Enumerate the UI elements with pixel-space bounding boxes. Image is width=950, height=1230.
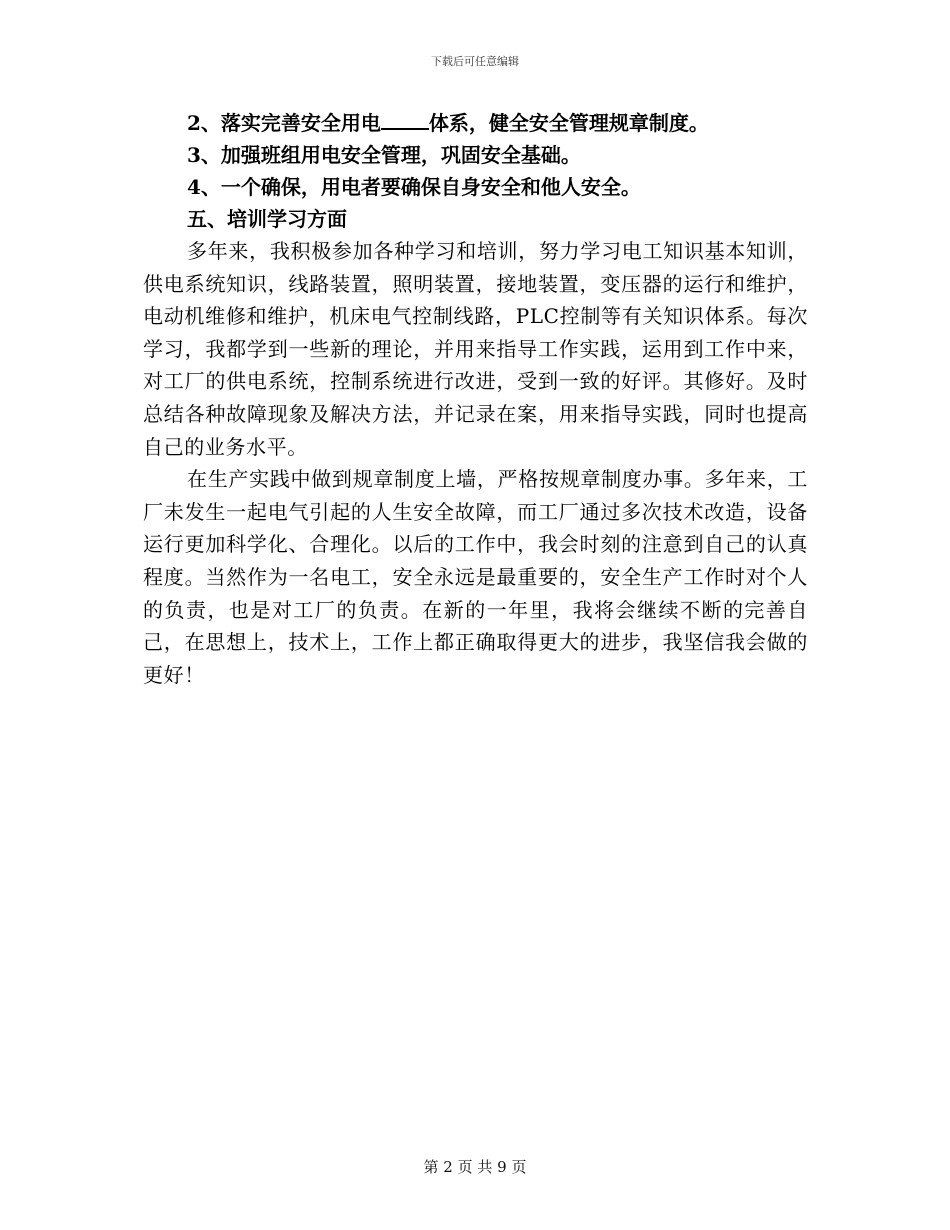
header-note: 下载后可任意编辑 [431,55,519,68]
page-number: 第 2 页 共 9 页 [423,1158,527,1176]
item-2-text-after: 体系，健全安全管理规章制度。 [428,111,709,135]
document-body [143,107,808,691]
fill-blank [381,110,429,130]
paragraph-practice: 在生产实践中做到规章制度上墙，严格按规章制度办事。多年来，工厂未发生一起电气引起的人生安全故障，而工厂通过多次技术改造，设备运行更加科学化、合理化。以后的工作中，我会时刻的注意到自己的认真程度。当然作为一名电工，安全永远是最重要的，安全生产工作时对个人的负责，也是对工厂的负责。在新的一年里，我将会继续不断的完善自己，在思想上，技术上，工作上都正确取得更大的进步，我坚信我会做的更好！ [143,467,808,687]
paragraph-training: 多年来，我积极参加各种学习和培训，努力学习电工知识基本知训，供电系统知识，线路装置，照明装置，接地装置，变压器的运行和维护，电动机维修和维护，机床电气控制线路，PLC控制等有关知识体系。每次学习，我都学到一些新的理论，并用来指导工作实践，运用到工作中来，对工厂的供电系统，控制系统进行改进，受到一致的好评。其修好。及时总结各种故障现象及解决方法，并记录在案，用来指导实践，同时也提高自己的业务水平。 [143,239,808,459]
item-2 [143,107,808,139]
item-4: 4、一个确保，用电者要确保自身安全和他人安全。 [187,175,641,199]
item-2-text-before: 2、落实完善安全用电 [187,111,381,135]
section-heading-training: 五、培训学习方面 [187,207,347,231]
item-3: 3、加强班组用电安全管理，巩固安全基础。 [187,143,581,167]
